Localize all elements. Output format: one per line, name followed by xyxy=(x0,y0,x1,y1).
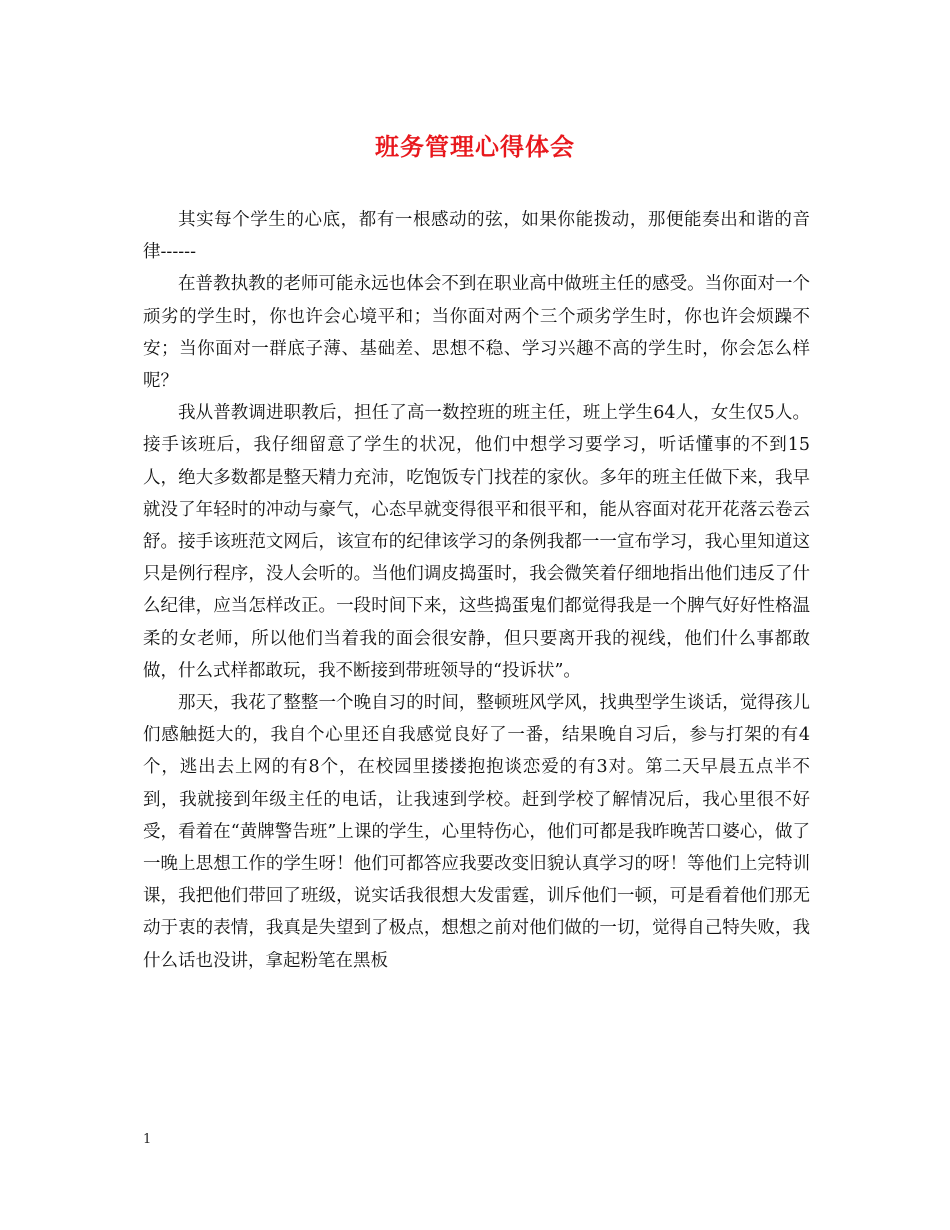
paragraph-4: 那天，我花了整整一个晚自习的时间，整顿班风学风，找典型学生谈话，觉得孩儿们感触挺大的，我自个心里还自我感觉良好了一番，结果晚自习后，参与打架的有4个，逃出去上网的有8个，在校园里搂搂抱抱谈恋爱的有3对。第二天早晨五点半不到，我就接到年级主任的电话，让我速到学校。赶到学校了解情况后，我心里很不好受，看着在“黄牌警告班”上课的学生，心里特伤心，他们可都是我昨晚苦口婆心，做了一晚上思想工作的学生呀！他们可都答应我要改变旧貌认真学习的呀！等他们上完特训课，我把他们带回了班级，说实话我很想大发雷霆，训斥他们一顿，可是看着他们那无动于衷的表情，我真是失望到了极点，想想之前对他们做的一切，觉得自己特失败，我什么话也没讲，拿起粉笔在黑板 xyxy=(143,693,810,971)
document-title: 班务管理心得体会 xyxy=(375,132,575,161)
page-number: 1 xyxy=(143,1132,152,1147)
paragraph-1: 其实每个学生的心底，都有一根感动的弦，如果你能拨动，那便能奏出和谐的音律------ xyxy=(143,210,810,263)
document-body xyxy=(143,204,810,977)
paragraph-2: 在普教执教的老师可能永远也体会不到在职业高中做班主任的感受。当你面对一个顽劣的学生时，你也许会心境平和；当你面对两个三个顽劣学生时，你也许会烦躁不安；当你面对一群底子薄、基础差、思想不稳、学习兴趣不高的学生时，你会怎么样呢？ xyxy=(143,274,810,392)
paragraph-3: 我从普教调进职教后，担任了高一数控班的班主任，班上学生64人，女生仅5人。接手该班后，我仔细留意了学生的状况，他们中想学习要学习，听话懂事的不到15人，绝大多数都是整天精力充沛，吃饱饭专门找茬的家伙。多年的班主任做下来，我早就没了年轻时的冲动与豪气，心态早就变得很平和很平和，能从容面对花开花落云卷云舒。接手该班范文网后，该宣布的纪律该学习的条例我都一一宣布学习，我心里知道这只是例行程序，没人会听的。当他们调皮捣蛋时，我会微笑着仔细地指出他们违反了什么纪律，应当怎样改正。一段时间下来，这些捣蛋鬼们都觉得我是一个脾气好好性格温柔的女老师，所以他们当着我的面会很安静，但只要离开我的视线，他们什么事都敢做，什么式样都敢玩，我不断接到带班领导的“投诉状”。 xyxy=(143,403,810,681)
